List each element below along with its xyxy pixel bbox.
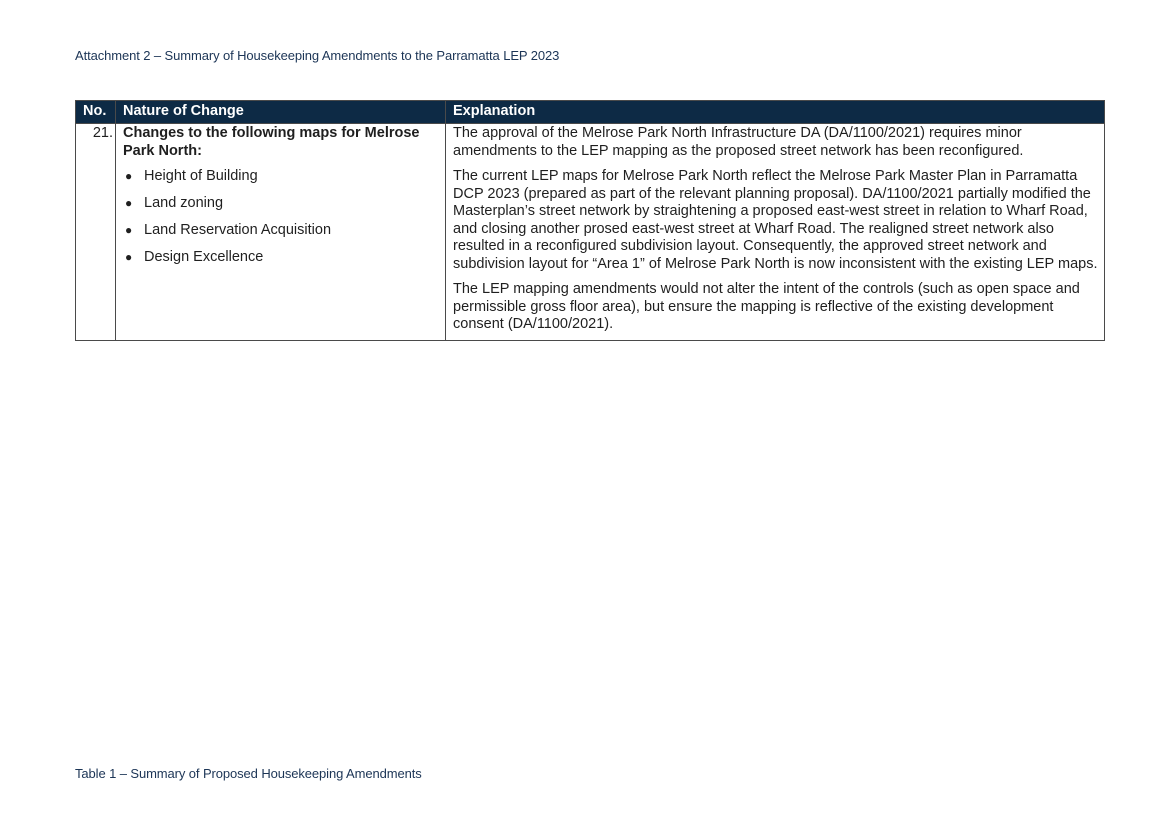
row-number: 21. [76, 124, 116, 341]
list-item [123, 222, 439, 240]
table-caption: Table 1 – Summary of Proposed Housekeeping Amendments [75, 766, 422, 781]
explanation-paragraph: The LEP mapping amendments would not alter the intent of the controls (such as open space and permissible gross floor area), but ensure the mapping is reflective of the existing development consent (DA/1100/2021). [453, 281, 1080, 332]
table-row [76, 124, 1105, 341]
bullet-icon: ● [125, 196, 133, 210]
column-header-no: No. [76, 101, 116, 124]
bullet-icon: ● [125, 169, 133, 183]
table-header-row [76, 101, 1105, 124]
map-label: Height of Building [144, 168, 258, 184]
list-item [123, 168, 439, 186]
column-header-explanation: Explanation [446, 101, 1105, 124]
bullet-icon: ● [125, 250, 133, 264]
page-header: Attachment 2 – Summary of Housekeeping Amendments to the Parramatta LEP 2023 [75, 48, 560, 63]
map-label: Land Reservation Acquisition [144, 222, 332, 238]
explanation-paragraph: The approval of the Melrose Park North Infrastructure DA (DA/1100/2021) requires minor amendments to the LEP mapping as the proposed street network has been reconfigured. [453, 125, 1024, 159]
explanation-cell [446, 124, 1105, 341]
amendments-table [75, 100, 1105, 341]
explanation-paragraph: The current LEP maps for Melrose Park North reflect the Melrose Park Master Plan in Parramatta DCP 2023 (prepared as part of the relevant planning proposal). DA/1100/2021 partially modified the Masterplan’s street network by straightening a proposed east-west street in relation to Wharf Road, and closing another prosed east-west street at Wharf Road. The realigned street network also resulted in a reconfigured subdivision layout. Consequently, the approved street network and subdivision layout for “Area 1” of Melrose Park North is now inconsistent with the existing LEP maps. [453, 168, 1098, 272]
bullet-icon: ● [125, 223, 133, 237]
column-header-nature: Nature of Change [116, 101, 446, 124]
list-item [123, 249, 439, 267]
list-item [123, 195, 439, 213]
map-label: Design Excellence [144, 249, 264, 265]
map-label: Land zoning [144, 195, 224, 211]
nature-title: Changes to the following maps for Melrose Park North: [123, 125, 420, 159]
nature-cell [116, 124, 446, 341]
maps-list [123, 168, 439, 267]
